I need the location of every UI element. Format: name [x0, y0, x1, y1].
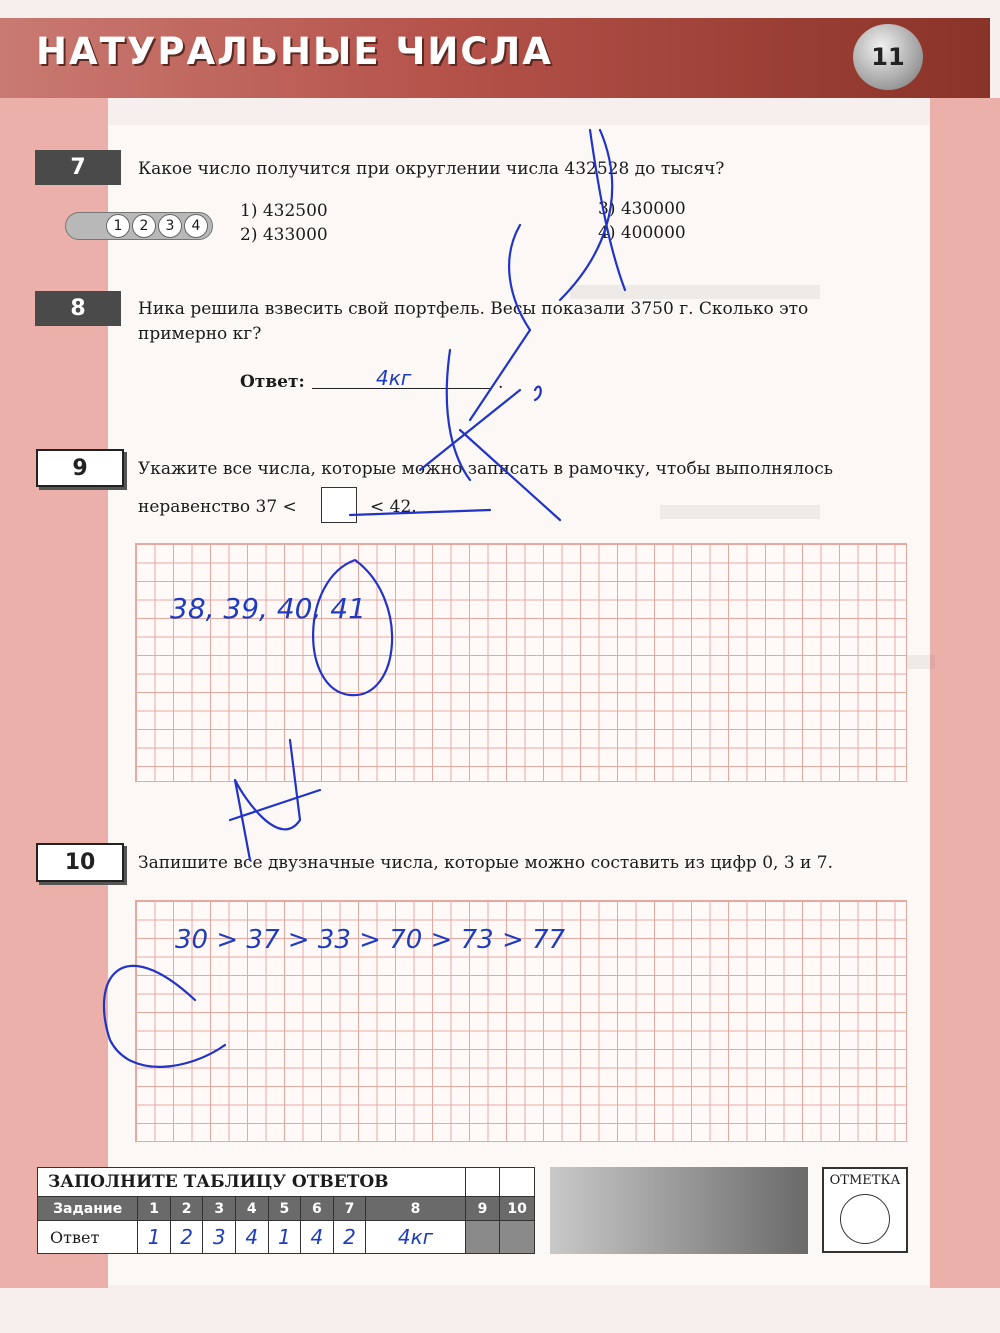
task-header: Задание — [38, 1197, 138, 1221]
question-10-number: 10 — [36, 843, 124, 882]
answer-9 — [465, 1221, 499, 1254]
handwritten-answer-8: 4кг — [376, 366, 412, 390]
question-8-number: 8 — [35, 291, 121, 326]
question-7-number: 7 — [35, 150, 121, 185]
question-8-text-line1: Ника решила взвесить свой портфель. Весы показали 3750 г. Сколько это — [138, 299, 809, 319]
question-9-text-line2a: неравенство 37 < — [138, 497, 297, 517]
task-8: 8 — [366, 1197, 466, 1221]
answer-8[interactable]: 4кг — [366, 1221, 466, 1254]
page-title: НАТУРАЛЬНЫЕ ЧИСЛА — [36, 30, 553, 73]
page-number-badge: 11 — [853, 24, 923, 90]
answer-1[interactable]: 1 — [138, 1221, 171, 1254]
answer-4[interactable]: 4 — [235, 1221, 268, 1254]
answers-table-title: ЗАПОЛНИТЕ ТАБЛИЦУ ОТВЕТОВ — [38, 1168, 466, 1197]
option-4: 4) 400000 — [598, 223, 686, 243]
handwritten-answer-9: 38, 39, 40, 41 — [170, 592, 366, 625]
answer-6[interactable]: 4 — [301, 1221, 334, 1254]
task-3: 3 — [203, 1197, 236, 1221]
task-1: 1 — [138, 1197, 171, 1221]
grade-label: ОТМЕТКА — [829, 1173, 901, 1188]
answer-10 — [500, 1221, 535, 1254]
choice-1[interactable]: 1 — [106, 214, 130, 238]
question-9-text-line1: Укажите все числа, которые можно записать в рамочку, чтобы выполнялось — [138, 459, 834, 479]
question-9-text-line2b: < 42. — [370, 497, 417, 517]
choice-4[interactable]: 4 — [184, 214, 208, 238]
choice-3[interactable]: 3 — [158, 214, 182, 238]
option-1: 1) 432500 — [240, 201, 328, 221]
grey-panel — [550, 1167, 808, 1254]
task-5: 5 — [268, 1197, 301, 1221]
answer-header: Ответ — [38, 1221, 138, 1254]
task-9: 9 — [465, 1197, 499, 1221]
period: . — [498, 373, 504, 393]
question-10-text: Запишите все двузначные числа, которые можно составить из цифр 0, 3 и 7. — [138, 853, 834, 873]
task-4: 4 — [235, 1197, 268, 1221]
answer-7[interactable]: 2 — [333, 1221, 366, 1254]
answer-2[interactable]: 2 — [170, 1221, 203, 1254]
handwritten-answer-10: 30 > 37 > 33 > 70 > 73 > 77 — [175, 925, 566, 955]
task-7: 7 — [333, 1197, 366, 1221]
answers-table — [37, 1167, 535, 1254]
task-6: 6 — [301, 1197, 334, 1221]
answer-5[interactable]: 1 — [268, 1221, 301, 1254]
option-2: 2) 433000 — [240, 225, 328, 245]
option-3: 3) 430000 — [598, 199, 686, 219]
answer-label: Ответ: — [240, 372, 305, 392]
question-9-number: 9 — [36, 449, 124, 487]
grade-circle[interactable] — [840, 1194, 890, 1244]
answer-3[interactable]: 3 — [203, 1221, 236, 1254]
choice-2[interactable]: 2 — [132, 214, 156, 238]
question-8-text-line2: примерно кг? — [138, 324, 262, 344]
task-10: 10 — [500, 1197, 535, 1221]
question-7-text: Какое число получится при округлении числа 432528 до тысяч? — [138, 159, 725, 179]
task-2: 2 — [170, 1197, 203, 1221]
grade-box — [822, 1167, 908, 1253]
